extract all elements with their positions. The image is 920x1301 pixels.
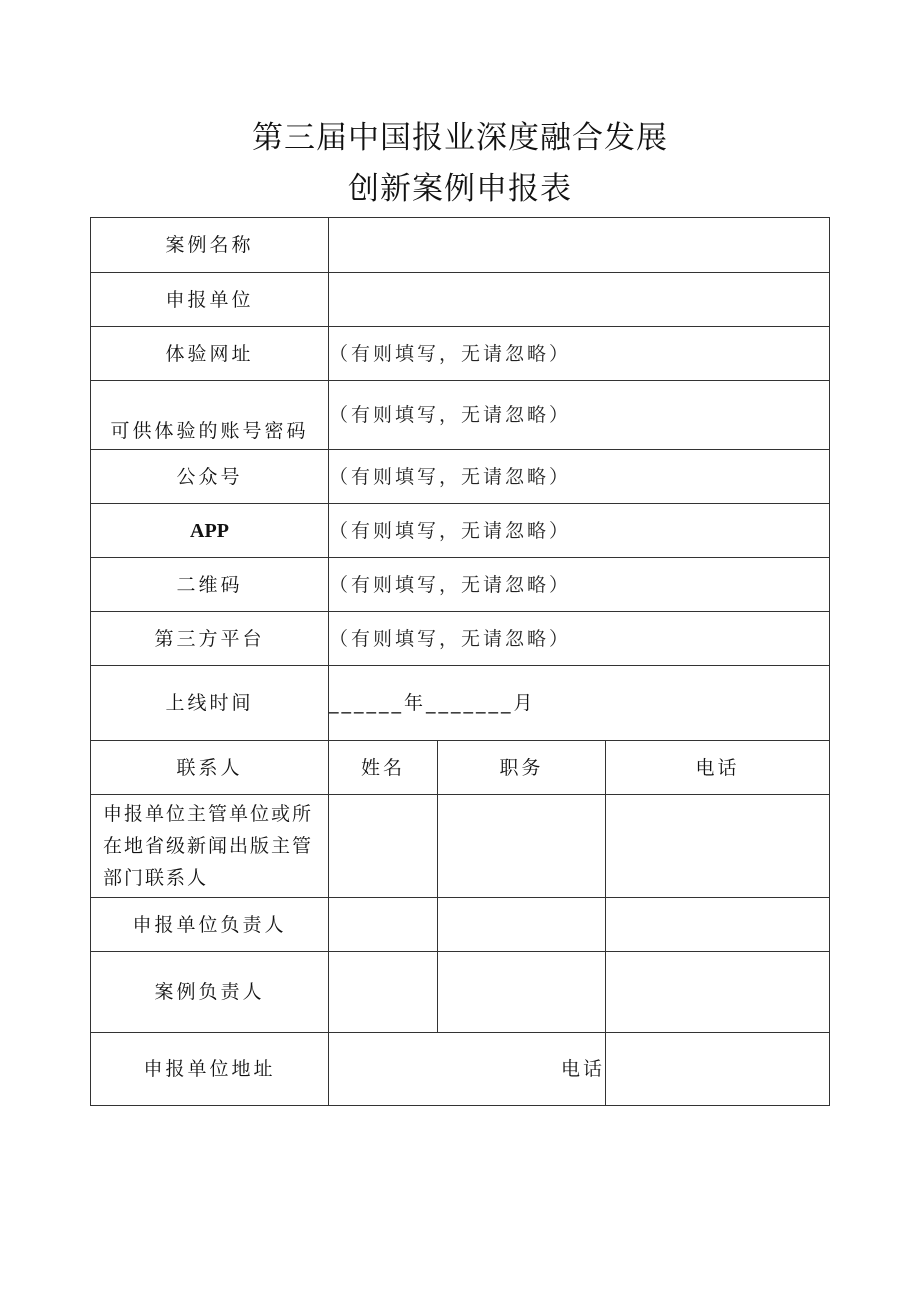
supervisor-contact-phone-field[interactable] <box>606 795 830 898</box>
case-head-phone-field[interactable] <box>606 952 830 1033</box>
address-phone-field[interactable] <box>606 1033 830 1106</box>
row-app <box>91 504 830 558</box>
applicant-unit-label: 申报单位 <box>91 273 329 327</box>
public-account-label: 公众号 <box>91 450 329 504</box>
contacts-header-name: 姓名 <box>329 741 438 795</box>
unit-head-phone-field[interactable] <box>606 898 830 952</box>
third-party-platform-field[interactable]: （有则填写，无请忽略） <box>329 612 830 666</box>
contacts-header-row <box>91 741 830 795</box>
row-unit-head <box>91 898 830 952</box>
case-head-position-field[interactable] <box>438 952 606 1033</box>
row-launch-time <box>91 666 830 741</box>
address-phone-label: 电话 <box>560 1058 605 1080</box>
case-name-label: 案例名称 <box>91 218 329 273</box>
account-password-field[interactable]: （有则填写，无请忽略） <box>329 381 830 450</box>
app-field[interactable]: （有则填写，无请忽略） <box>329 504 830 558</box>
account-password-label: 可供体验的账号密码 <box>91 381 329 450</box>
row-account-password <box>91 381 830 450</box>
case-head-name-field[interactable] <box>329 952 438 1033</box>
application-form-table <box>90 217 830 1106</box>
row-qr-code <box>91 558 830 612</box>
row-applicant-unit <box>91 273 830 327</box>
supervisor-contact-name-field[interactable] <box>329 795 438 898</box>
applicant-unit-field[interactable] <box>329 273 830 327</box>
public-account-field[interactable]: （有则填写，无请忽略） <box>329 450 830 504</box>
launch-time-label: 上线时间 <box>91 666 329 741</box>
row-case-name <box>91 218 830 273</box>
form-title-line-2: 创新案例申报表 <box>348 171 572 207</box>
qr-code-label: 二维码 <box>91 558 329 612</box>
supervisor-contact-label: 申报单位主管单位或所在地省级新闻出版主管部门联系人 <box>91 795 329 898</box>
unit-head-name-field[interactable] <box>329 898 438 952</box>
qr-code-field[interactable]: （有则填写，无请忽略） <box>329 558 830 612</box>
experience-url-field[interactable]: （有则填写，无请忽略） <box>329 327 830 381</box>
row-public-account <box>91 450 830 504</box>
applicant-address-label: 申报单位地址 <box>91 1033 329 1106</box>
third-party-platform-label: 第三方平台 <box>91 612 329 666</box>
row-applicant-address <box>91 1033 830 1106</box>
row-case-head <box>91 952 830 1033</box>
launch-time-field[interactable]: ______年_______月 <box>329 666 830 741</box>
row-third-party-platform <box>91 612 830 666</box>
case-head-label: 案例负责人 <box>91 952 329 1033</box>
case-name-field[interactable] <box>329 218 830 273</box>
contacts-header-label: 联系人 <box>91 741 329 795</box>
applicant-address-field[interactable] <box>329 1033 606 1106</box>
unit-head-position-field[interactable] <box>438 898 606 952</box>
contacts-header-phone: 电话 <box>606 741 830 795</box>
row-supervisor-contact <box>91 795 830 898</box>
row-experience-url <box>91 327 830 381</box>
supervisor-contact-position-field[interactable] <box>438 795 606 898</box>
form-title-line-1: 第三届中国报业深度融合发展 <box>252 120 668 156</box>
experience-url-label: 体验网址 <box>91 327 329 381</box>
app-label: APP <box>91 504 329 558</box>
unit-head-label: 申报单位负责人 <box>91 898 329 952</box>
contacts-header-position: 职务 <box>438 741 606 795</box>
